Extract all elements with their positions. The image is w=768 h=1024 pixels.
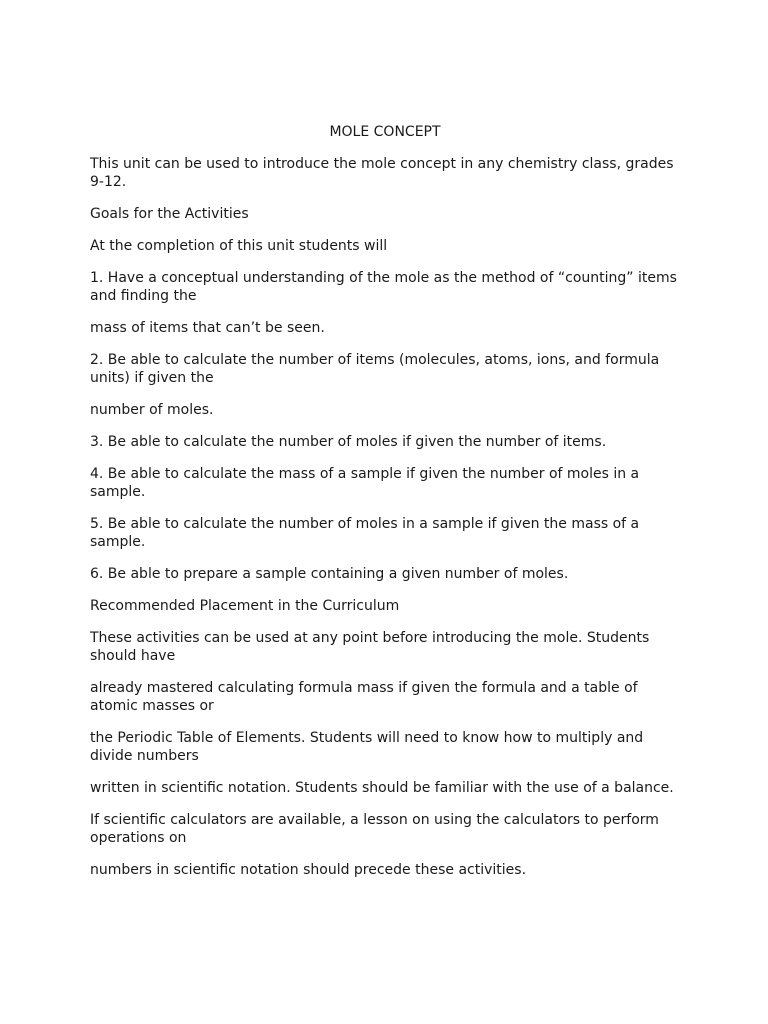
placement-line-1: These activities can be used at any point before introducing the mole. Students should have xyxy=(90,630,650,664)
placement-line-2: already mastered calculating formula mass if given the formula and a table of atomic masses or xyxy=(90,680,638,714)
document-title: MOLE CONCEPT xyxy=(329,124,441,140)
goal-1: 1. Have a conceptual understanding of the mole as the method of “counting” items and finding the xyxy=(90,270,677,304)
placement-line-4: written in scientific notation. Students should be familiar with the use of a balance. xyxy=(90,780,674,796)
paragraph-intro: This unit can be used to introduce the mole concept in any chemistry class, grades 9-12. xyxy=(90,156,674,190)
goal-3: 3. Be able to calculate the number of moles if given the number of items. xyxy=(90,434,607,450)
heading-placement: Recommended Placement in the Curriculum xyxy=(90,598,400,614)
heading-goals: Goals for the Activities xyxy=(90,206,249,222)
goal-2: 2. Be able to calculate the number of items (molecules, atoms, ions, and formula units) if given the xyxy=(90,352,660,386)
paragraph-completion: At the completion of this unit students will xyxy=(90,238,388,254)
goal-5: 5. Be able to calculate the number of moles in a sample if given the mass of a sample. xyxy=(90,516,640,550)
goal-2-continued: number of moles. xyxy=(90,402,214,418)
document-body xyxy=(90,123,680,893)
calculator-line-2: numbers in scientific notation should precede these activities. xyxy=(90,862,527,878)
goal-6: 6. Be able to prepare a sample containing a given number of moles. xyxy=(90,566,569,582)
goal-1-continued: mass of items that can’t be seen. xyxy=(90,320,325,336)
goal-4: 4. Be able to calculate the mass of a sample if given the number of moles in a sample. xyxy=(90,466,640,500)
placement-line-3: the Periodic Table of Elements. Students will need to know how to multiply and divide numbers xyxy=(90,730,644,764)
calculator-line-1: If scientific calculators are available, a lesson on using the calculators to perform operations on xyxy=(90,812,659,846)
